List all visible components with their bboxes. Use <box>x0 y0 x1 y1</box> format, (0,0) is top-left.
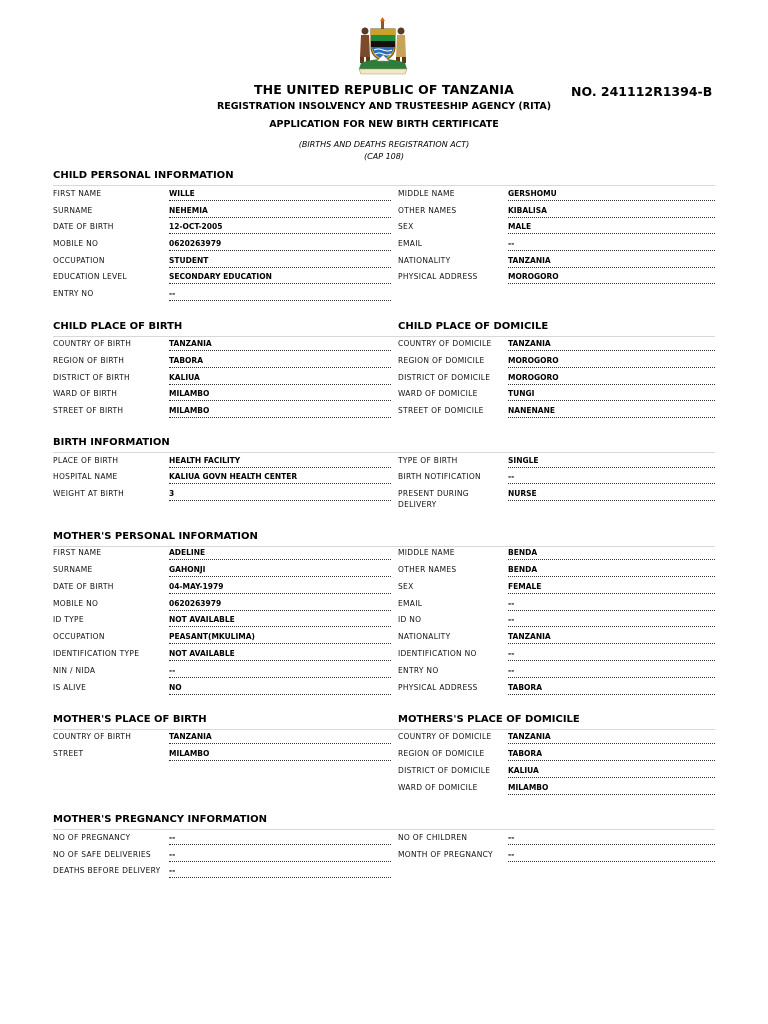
field-value: -- <box>169 666 391 678</box>
field-value: BENDA <box>508 565 715 577</box>
field-label: IDENTIFICATION NO <box>398 649 477 658</box>
field-label: EMAIL <box>398 239 423 248</box>
field-value: KALIUA <box>169 373 391 385</box>
field-value: MILAMBO <box>169 406 391 418</box>
field-value: NURSE <box>508 489 715 501</box>
field-label: DATE OF BIRTH <box>53 582 114 591</box>
agency-name: REGISTRATION INSOLVENCY AND TRUSTEESHIP AGENCY (RITA) <box>216 101 552 112</box>
field-label: TYPE OF BIRTH <box>398 456 458 465</box>
field-label: COUNTRY OF BIRTH <box>53 339 132 348</box>
section-rule <box>53 729 715 730</box>
field-value: -- <box>508 649 715 661</box>
section-title-child-personal: CHILD PERSONAL INFORMATION <box>53 170 234 181</box>
field-value: -- <box>508 615 715 627</box>
section-title-pregnancy: MOTHER'S PREGNANCY INFORMATION <box>53 814 267 825</box>
field-value: TABORA <box>169 356 391 368</box>
field-label: OCCUPATION <box>53 632 105 641</box>
field-value: FEMALE <box>508 582 715 594</box>
field-label: FIRST NAME <box>53 548 102 557</box>
field-label: ENTRY NO <box>53 289 94 298</box>
field-label: PHYSICAL ADDRESS <box>398 272 478 281</box>
field-label: SEX <box>398 582 414 591</box>
section-title-child-domicile: CHILD PLACE OF DOMICILE <box>398 321 549 332</box>
field-value: SINGLE <box>508 456 715 468</box>
field-label: COUNTRY OF DOMICILE <box>398 339 492 348</box>
field-label: IDENTIFICATION TYPE <box>53 649 140 658</box>
field-label: NO OF CHILDREN <box>398 833 468 842</box>
field-label: WEIGHT AT BIRTH <box>53 489 125 498</box>
field-label: PHYSICAL ADDRESS <box>398 683 478 692</box>
field-value: -- <box>508 472 715 484</box>
field-label: WARD OF DOMICILE <box>398 783 478 792</box>
field-value: PEASANT(MKULIMA) <box>169 632 391 644</box>
field-value: -- <box>508 850 715 862</box>
field-value: TANZANIA <box>508 632 715 644</box>
field-value: 3 <box>169 489 391 501</box>
field-label: FIRST NAME <box>53 189 102 198</box>
field-value: -- <box>508 666 715 678</box>
field-label: ID TYPE <box>53 615 84 624</box>
field-label: REGION OF BIRTH <box>53 356 125 365</box>
field-value: HEALTH FACILITY <box>169 456 391 468</box>
field-value: TANZANIA <box>169 339 391 351</box>
field-label: MONTH OF PREGNANCY <box>398 850 493 859</box>
field-label: STREET OF BIRTH <box>53 406 124 415</box>
field-value: TABORA <box>508 749 715 761</box>
field-value: GAHONJI <box>169 565 391 577</box>
field-label: BIRTH NOTIFICATION <box>398 472 481 481</box>
section-rule <box>53 452 715 453</box>
field-value: NOT AVAILABLE <box>169 649 391 661</box>
section-title-mother-birth-place: MOTHER'S PLACE OF BIRTH <box>53 714 207 725</box>
field-value: 04-MAY-1979 <box>169 582 391 594</box>
field-label: SURNAME <box>53 206 93 215</box>
section-title-birth-info: BIRTH INFORMATION <box>53 437 170 448</box>
field-label: REGION OF DOMICILE <box>398 356 485 365</box>
field-label: IS ALIVE <box>53 683 87 692</box>
field-value: MILAMBO <box>169 749 391 761</box>
field-value: 0620263979 <box>169 599 391 611</box>
section-rule <box>53 336 715 337</box>
field-value: TANZANIA <box>508 339 715 351</box>
field-value: NO <box>169 683 391 695</box>
field-label: NATIONALITY <box>398 632 451 641</box>
field-value: KALIUA GOVN HEALTH CENTER <box>169 472 391 484</box>
field-label: OCCUPATION <box>53 256 105 265</box>
field-label: DATE OF BIRTH <box>53 222 114 231</box>
field-label: DISTRICT OF DOMICILE <box>398 373 491 382</box>
field-label: EDUCATION LEVEL <box>53 272 127 281</box>
field-label: WARD OF DOMICILE <box>398 389 478 398</box>
field-label: EMAIL <box>398 599 423 608</box>
field-value: GERSHOMU <box>508 189 715 201</box>
field-value: -- <box>508 599 715 611</box>
field-value: MALE <box>508 222 715 234</box>
field-value: TUNGI <box>508 389 715 401</box>
section-title-child-birth-place: CHILD PLACE OF BIRTH <box>53 321 183 332</box>
field-value: -- <box>508 239 715 251</box>
field-value: -- <box>508 833 715 845</box>
field-label: COUNTRY OF DOMICILE <box>398 732 492 741</box>
section-rule <box>53 546 715 547</box>
document-number: NO. 241112R1394-B <box>571 84 713 99</box>
field-label: NO OF SAFE DELIVERIES <box>53 850 151 859</box>
field-label: NATIONALITY <box>398 256 451 265</box>
field-value: MILAMBO <box>169 389 391 401</box>
field-value: STUDENT <box>169 256 391 268</box>
field-label: SEX <box>398 222 414 231</box>
field-label: STREET <box>53 749 84 758</box>
field-value: NEHEMIA <box>169 206 391 218</box>
field-value: WILLE <box>169 189 391 201</box>
field-value: 0620263979 <box>169 239 391 251</box>
act-line-1: (BIRTHS AND DEATHS REGISTRATION ACT) <box>298 140 470 149</box>
field-value: -- <box>169 833 391 845</box>
country-title: THE UNITED REPUBLIC OF TANZANIA <box>254 82 514 97</box>
field-value: TANZANIA <box>508 732 715 744</box>
section-title-mother-domicile: MOTHERS'S PLACE OF DOMICILE <box>398 714 580 725</box>
field-label: OTHER NAMES <box>398 206 457 215</box>
coat-of-arms-emblem <box>355 17 411 75</box>
field-value: MOROGORO <box>508 356 715 368</box>
field-value: MILAMBO <box>508 783 715 795</box>
field-label: MOBILE NO <box>53 239 99 248</box>
field-value: BENDA <box>508 548 715 560</box>
field-label: PLACE OF BIRTH <box>53 456 119 465</box>
field-label: MIDDLE NAME <box>398 548 455 557</box>
field-label: MIDDLE NAME <box>398 189 455 198</box>
section-rule <box>53 185 715 186</box>
field-label: ID NO <box>398 615 422 624</box>
field-label: REGION OF DOMICILE <box>398 749 485 758</box>
section-rule <box>53 829 715 830</box>
field-label: ENTRY NO <box>398 666 439 675</box>
field-value: NOT AVAILABLE <box>169 615 391 627</box>
act-line-2: (CAP 108) <box>364 152 404 161</box>
field-value: 12-OCT-2005 <box>169 222 391 234</box>
field-label: MOBILE NO <box>53 599 99 608</box>
field-value: TABORA <box>508 683 715 695</box>
field-label: DISTRICT OF BIRTH <box>53 373 130 382</box>
form-title: APPLICATION FOR NEW BIRTH CERTIFICATE <box>269 119 499 130</box>
field-label: DISTRICT OF DOMICILE <box>398 766 491 775</box>
field-label: SURNAME <box>53 565 93 574</box>
field-label: NO OF PREGNANCY <box>53 833 131 842</box>
field-value: TANZANIA <box>169 732 391 744</box>
field-label: STREET OF DOMICILE <box>398 406 484 415</box>
field-value: -- <box>169 289 391 301</box>
field-label-continued: DELIVERY <box>398 500 437 509</box>
field-label: PRESENT DURING <box>398 489 469 498</box>
section-title-mother-personal: MOTHER'S PERSONAL INFORMATION <box>53 531 258 542</box>
field-value: NANENANE <box>508 406 715 418</box>
field-value: MOROGORO <box>508 373 715 385</box>
field-value: ADELINE <box>169 548 391 560</box>
field-value: -- <box>169 850 391 862</box>
field-label: DEATHS BEFORE DELIVERY <box>53 866 161 875</box>
field-value: SECONDARY EDUCATION <box>169 272 391 284</box>
field-label: NIN / NIDA <box>53 666 96 675</box>
field-label: WARD OF BIRTH <box>53 389 118 398</box>
field-label: OTHER NAMES <box>398 565 457 574</box>
field-value: KALIUA <box>508 766 715 778</box>
field-label: COUNTRY OF BIRTH <box>53 732 132 741</box>
field-label: HOSPITAL NAME <box>53 472 118 481</box>
field-value: -- <box>169 866 391 878</box>
field-value: TANZANIA <box>508 256 715 268</box>
field-value: KIBALISA <box>508 206 715 218</box>
field-value: MOROGORO <box>508 272 715 284</box>
